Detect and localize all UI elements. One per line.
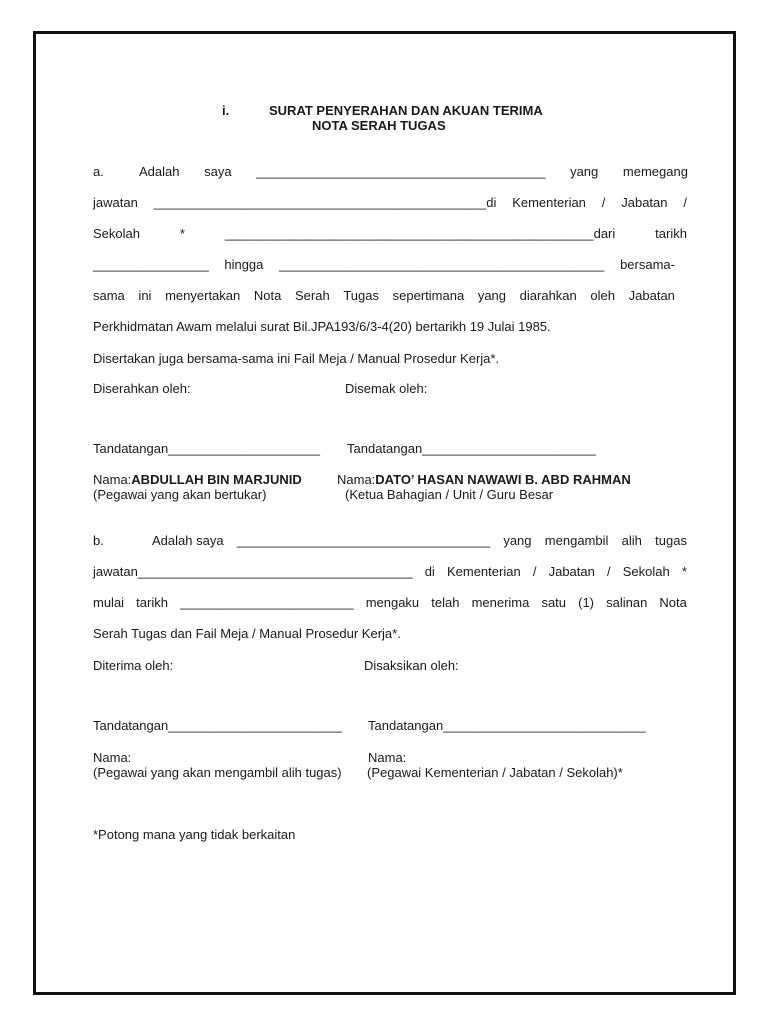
document-title: SURAT PENYERAHAN DAN AKUAN TERIMA: [269, 103, 543, 118]
name-checked-by: Nama:DATO’ HASAN NAWAWI B. ABD RAHMAN: [337, 472, 631, 487]
signature-line-handed-by: Tandatangan_____________________: [93, 441, 321, 456]
role-received-by: (Pegawai yang akan mengambil alih tugas): [93, 765, 342, 780]
section-a-line-4: ________________ hingga _____________________________________________ bersama-: [93, 257, 675, 272]
received-by-label: Diterima oleh:: [93, 658, 174, 673]
section-b-label: b.: [93, 533, 104, 548]
footnote: *Potong mana yang tidak berkaitan: [93, 827, 296, 842]
section-a-label: a.: [93, 164, 104, 179]
section-b-line-2: jawatan______________________________________ di Kementerian / Jabatan / Sekolah *: [93, 564, 687, 579]
section-a-line-3: Sekolah * ___________________________________________________dari tarikh: [93, 226, 687, 241]
signature-line-checked-by: Tandatangan________________________: [347, 441, 596, 456]
section-a-line-6: Perkhidmatan Awam melalui surat Bil.JPA193/6/3-4(20) bertarikh 19 Julai 1985.: [93, 319, 551, 334]
name-witnessed-by: Nama:: [368, 750, 407, 765]
section-b-line-4: Serah Tugas dan Fail Meja / Manual Prosedur Kerja*.: [93, 626, 401, 641]
handed-by-label: Diserahkan oleh:: [93, 381, 191, 396]
signature-line-witnessed-by: Tandatangan____________________________: [368, 718, 646, 733]
role-checked-by: (Ketua Bahagian / Unit / Guru Besar: [345, 487, 554, 502]
document-subtitle: NOTA SERAH TUGAS: [312, 118, 446, 133]
section-a-line-5: sama ini menyertakan Nota Serah Tugas sepertimana yang diarahkan oleh Jabatan: [93, 288, 675, 303]
section-number: i.: [222, 103, 230, 118]
section-a-line-1: Adalah saya ________________________________________ yang memegang: [139, 164, 688, 179]
checked-by-label: Disemak oleh:: [345, 381, 428, 396]
name-handed-by: Nama:ABDULLAH BIN MARJUNID: [93, 472, 302, 487]
signature-line-received-by: Tandatangan________________________: [93, 718, 342, 733]
section-a-line-7: Disertakan juga bersama-sama ini Fail Meja / Manual Prosedur Kerja*.: [93, 351, 500, 366]
section-b-line-3: mulai tarikh ________________________ mengaku telah menerima satu (1) salinan Nota: [93, 595, 687, 610]
section-b-lead: Adalah saya: [152, 533, 224, 548]
name-received-by: Nama:: [93, 750, 132, 765]
role-witnessed-by: (Pegawai Kementerian / Jabatan / Sekolah)*: [367, 765, 623, 780]
section-b-line-1: ___________________________________ yang mengambil alih tugas: [237, 533, 687, 548]
witnessed-by-label: Disaksikan oleh:: [364, 658, 459, 673]
section-a-line-2: jawatan ______________________________________________di Kementerian / Jabatan /: [93, 195, 687, 210]
role-handed-by: (Pegawai yang akan bertukar): [93, 487, 267, 502]
